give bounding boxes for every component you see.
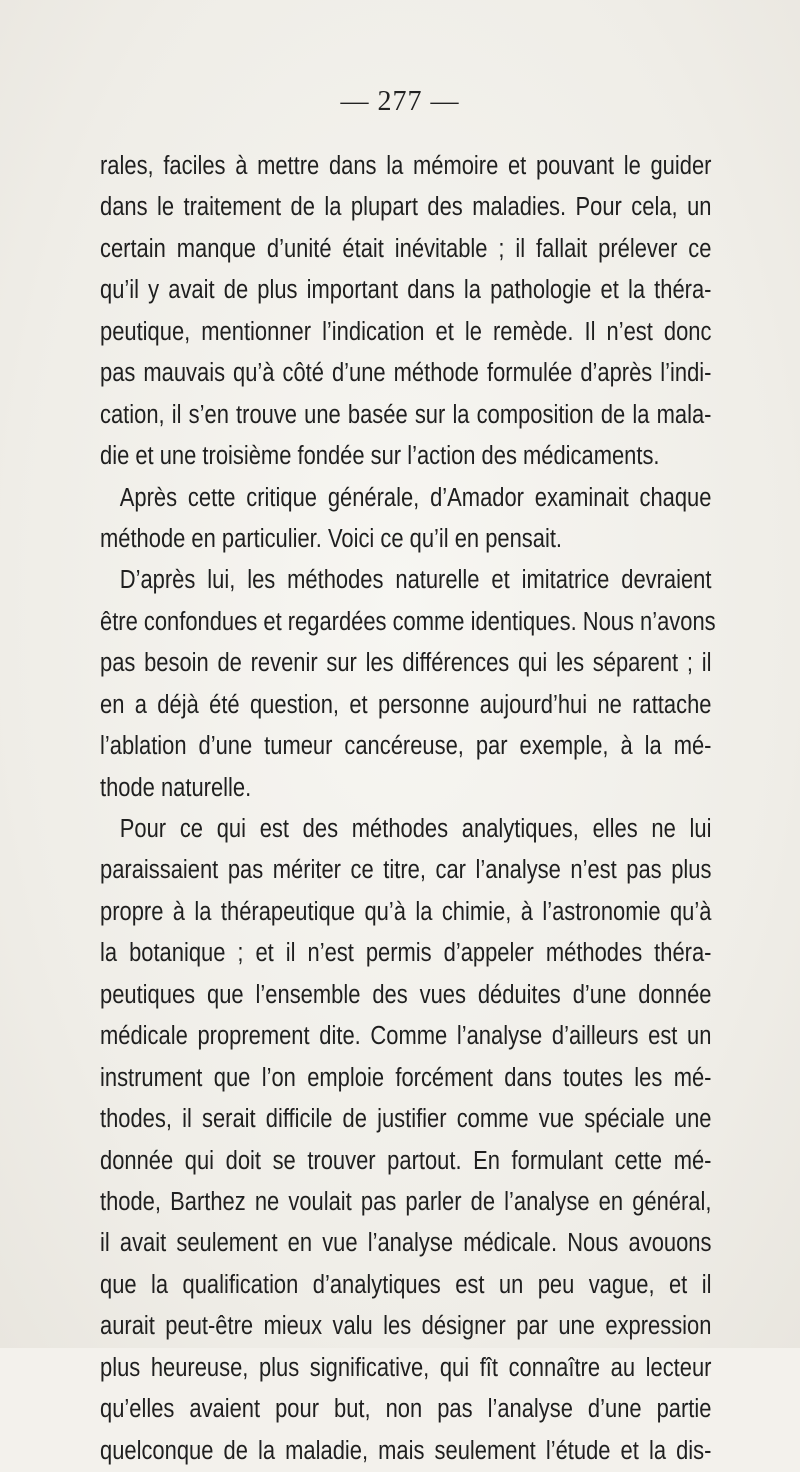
text-line: peutiques que l’ensemble des vues déduites d’une donnée [100, 980, 712, 1009]
text-line: cation, il s’en trouve une basée sur la composition de la mala- [100, 400, 712, 429]
text-line: donnée qui doit se trouver partout. En formulant cette mé- [100, 1146, 712, 1175]
text-line: rales, faciles à mettre dans la mémoire et pouvant le guider [100, 152, 712, 180]
text-line: il avait seulement en vue l’analyse médicale. Nous avouons [100, 1229, 712, 1258]
page-number: — 277 — [340, 86, 460, 117]
text-line: méthode en particulier. Voici ce qu’il en pensait. [100, 524, 563, 553]
text-line: thode, Barthez ne voulait pas parler de l’analyse en général, [100, 1187, 712, 1216]
text-line: plus heureuse, plus significative, qui fît connaître au lecteur [100, 1353, 712, 1382]
text-line: être confondues et regardées comme identiques. Nous n’avons [100, 607, 716, 636]
text-line: l’ablation d’une tumeur cancéreuse, par exemple, à la mé- [100, 732, 712, 761]
text-line: certain manque d’unité était inévitable ; il fallait prélever ce [100, 234, 712, 263]
text-line: pas mauvais qu’à côté d’une méthode formulée d’après l’indi- [100, 359, 712, 388]
text-line: que la qualification d’analytiques est un peu vague, et il [100, 1270, 712, 1299]
body-text [100, 146, 716, 1472]
text-line: die et une troisième fondée sur l’action des médicaments. [100, 442, 660, 471]
text-line: paraissaient pas mériter ce titre, car l’analyse n’est pas plus [100, 856, 712, 885]
text-line: médicale proprement dite. Comme l’analyse d’ailleurs est un [100, 1022, 712, 1051]
text-line: propre à la thérapeutique qu’à la chimie, à l’astronomie qu’à [100, 897, 712, 926]
text-line: aurait peut-être mieux valu les désigner par une expression [100, 1312, 712, 1341]
text-line: dans le traitement de la plupart des maladies. Pour cela, un [100, 193, 712, 222]
text-line: qu’il y avait de plus important dans la pathologie et la théra- [100, 276, 712, 305]
paragraph-first-line: Après cette critique générale, d’Amador examinait chaque [119, 483, 712, 512]
text-line: en a déjà été question, et personne aujourd’hui ne rattache [100, 690, 712, 719]
text-line: thode naturelle. [100, 773, 252, 802]
text-line: instrument que l’on emploie forcément dans toutes les mé- [100, 1063, 712, 1092]
text-line: qu’elles avaient pour but, non pas l’analyse d’une partie [100, 1395, 712, 1424]
paragraph-first-line: Pour ce qui est des méthodes analytiques, elles ne lui [119, 815, 712, 843]
text-line: pas besoin de revenir sur les différences qui les séparent ; il [100, 649, 712, 678]
text-line: la botanique ; et il n’est permis d’appeler méthodes théra- [100, 939, 712, 968]
text-line: peutique, mentionner l’indication et le remède. Il n’est donc [100, 317, 712, 346]
text-line: quelconque de la maladie, mais seulement l’étude et la dis- [100, 1436, 712, 1465]
paragraph-first-line: D’après lui, les méthodes naturelle et imitatrice devraient [119, 566, 712, 595]
text-line: thodes, il serait difficile de justifier comme vue spéciale une [100, 1105, 712, 1134]
